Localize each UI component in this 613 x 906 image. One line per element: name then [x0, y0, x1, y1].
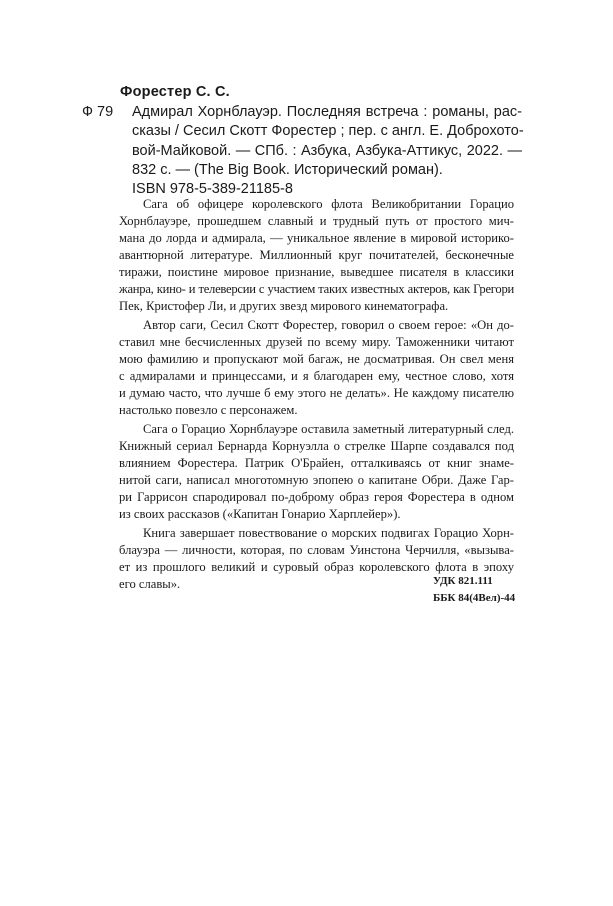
annotation-line: Книга завершает повествование о морских подвигах Горацио Хорн-	[143, 526, 514, 540]
annotation-line: нитой саги, написал многотомную эпопею о капитане Обри. Даже Гар-	[119, 473, 514, 487]
annotation-line: и думаю часто, что лучше б ему этого не делать». Не каждому писателю	[119, 386, 514, 400]
annotation-line: жанра, кино- и телеверсии с участием таких известных актеров, как Грегори	[119, 282, 514, 296]
annotation-line: блауэра — личности, которая, по словам Уинстона Черчилля, «вызыва-	[119, 543, 514, 557]
annotation	[119, 196, 514, 593]
annotation-line: ет из прошлого великий и суровый образ королевского флота в эпоху	[119, 560, 514, 574]
bib-line: вой-Майковой. — СПб. : Азбука, Азбука-Аттикус, 2022. —	[132, 142, 522, 159]
annotation-line: ставил мне бесчисленных друзей по всему миру. Таможенники читают	[119, 335, 514, 349]
author-heading: Форестер С. С.	[120, 84, 230, 100]
bib-line: Адмирал Хорнблауэр. Последняя встреча : романы, рас-	[132, 104, 522, 120]
annotation-paragraph-1	[119, 196, 514, 315]
annotation-line: влиянием Форестера. Патрик О'Брайен, отталкиваясь от книг знаме-	[119, 456, 514, 470]
annotation-line: Пек, Кристофер Ли, и других звезд мирового кинематографа.	[119, 299, 449, 313]
annotation-line: Сага о Горацио Хорнблауэре оставила заметный литературный след.	[143, 422, 514, 436]
annotation-line: настолько повезло с персонажем.	[119, 403, 298, 417]
annotation-line: мана до лорда и адмирала, — уникальное явление в мировой историко-	[119, 231, 514, 245]
annotation-line: его славы».	[119, 577, 181, 591]
annotation-paragraph-3	[119, 421, 514, 523]
annotation-line: Хорнблауэре, прошедшем славный и трудный путь от простого мич-	[119, 214, 514, 228]
annotation-paragraph-2	[119, 317, 514, 419]
annotation-line: Книжный сериал Бернарда Корнуэлла о стрелке Шарпе создавался под	[119, 439, 514, 453]
author-sign-code: Ф 79	[82, 104, 114, 120]
isbn: ISBN 978-5-389-21185-8	[132, 181, 293, 198]
bib-line: сказы / Сесил Скотт Форестер ; пер. с англ. Е. Доброхото-	[132, 123, 524, 140]
bibliographic-description	[132, 103, 522, 199]
annotation-line: из своих рассказов («Капитан Гонарио Харплейер»).	[119, 507, 401, 521]
bib-line: 832 с. — (The Big Book. Исторический роман).	[132, 161, 443, 178]
udk-index: УДК 821.111	[433, 575, 493, 587]
bbk-index: ББК 84(4Вел)-44	[433, 592, 516, 604]
annotation-line: с адмиралами и принцессами, и я благодарен ему, честное слово, хотя	[119, 369, 514, 383]
annotation-line: мою фамилию и пропускают мой багаж, не досматривая. Он свел меня	[119, 352, 514, 366]
annotation-line: ри Гаррисон спародировал по-доброму образ героя Форестера в одном	[119, 490, 514, 504]
classification-indices	[433, 573, 515, 607]
annotation-line: Автор саги, Сесил Скотт Форестер, говорил о своем герое: «Он до-	[143, 318, 514, 332]
annotation-line: авантюрной литературе. Миллионный круг почитателей, бесконечные	[119, 248, 514, 262]
annotation-line: тиражи, поистине мировое признание, выведшее писателя в классики	[119, 265, 514, 279]
annotation-line: Сага об офицере королевского флота Великобритании Горацио	[143, 197, 514, 211]
